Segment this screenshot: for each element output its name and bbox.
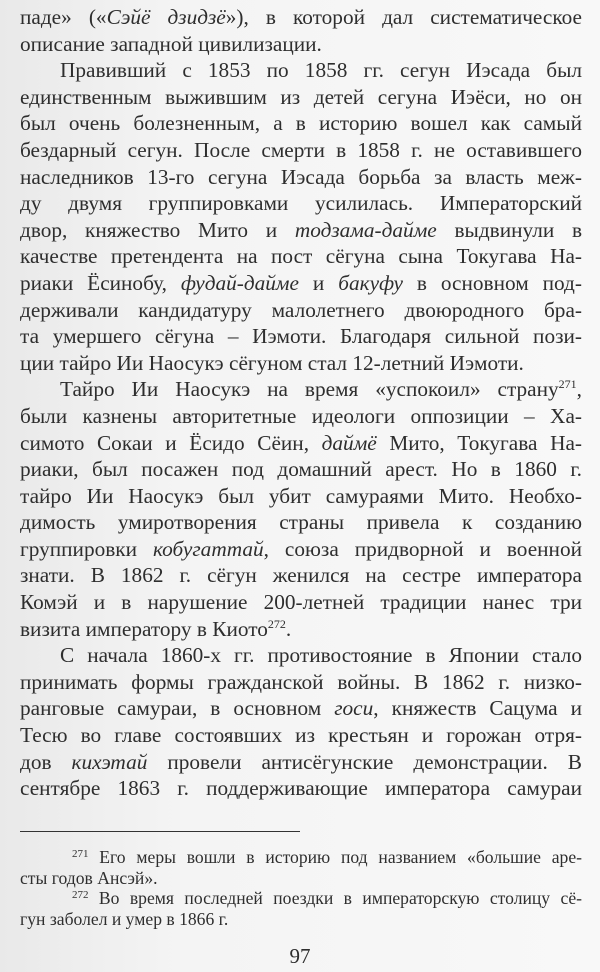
text-segment: Тесю во главе состоявших из крестьян и горожан отря- <box>20 723 582 748</box>
text-line <box>20 297 582 324</box>
text-line <box>20 430 582 457</box>
text-segment: Мито, Токугава На- <box>376 430 582 455</box>
footnote-line <box>20 909 582 930</box>
text-segment: риаки Ёсинобу, <box>20 270 181 295</box>
text-line <box>20 483 582 510</box>
body-text <box>20 4 582 802</box>
text-line <box>20 110 582 137</box>
text-line <box>20 589 582 616</box>
text-segment: был очень болезненным, а в историю вошел как самый <box>20 111 582 136</box>
italic-term: бакуфу <box>338 270 403 295</box>
text-segment: сентябре 1863 г. поддерживающие императора самураи <box>20 776 582 801</box>
text-segment: были казнены авторитетные идеологи оппозиции – Ха- <box>20 403 582 428</box>
text-segment: и <box>298 270 339 295</box>
text-segment: провели антисёгунские демонстрации. В <box>147 749 582 774</box>
text-line <box>20 562 582 589</box>
text-line <box>20 217 582 244</box>
footnote-reference: 271 <box>558 377 577 392</box>
footnote-reference: 272 <box>267 616 286 631</box>
text-line <box>20 243 582 270</box>
text-line <box>20 31 582 58</box>
text-segment: дов <box>20 749 72 774</box>
text-segment: наследников 13-го сегуна Иэсада борьба за власть меж- <box>20 164 582 189</box>
text-line <box>20 749 582 776</box>
italic-term: госи <box>334 696 374 721</box>
text-line <box>20 642 582 669</box>
text-line <box>20 722 582 749</box>
italic-term: кобугаттай <box>152 536 264 561</box>
text-line <box>20 4 582 31</box>
italic-term: тодзама-дайме <box>294 217 437 242</box>
text-line <box>20 376 582 403</box>
text-segment: качестве претендента на пост сёгуна сына Токугава На- <box>20 244 582 269</box>
text-segment: риаки, был посажен под домашний арест. Но в 1860 г. <box>20 457 582 482</box>
text-line <box>20 350 582 377</box>
italic-term: кихэтай <box>71 749 148 774</box>
text-segment: бездарный сегун. После смерти в 1858 г. не оставившего <box>20 137 582 162</box>
text-line <box>20 456 582 483</box>
text-segment: двор, княжество Мито и <box>20 217 295 242</box>
text-line <box>20 616 582 643</box>
text-segment: выдвинули в <box>436 217 582 242</box>
text-segment: в основном под- <box>402 270 582 295</box>
text-line <box>20 509 582 536</box>
text-line <box>20 270 582 297</box>
text-line <box>20 695 582 722</box>
text-segment: »), в которой дал систематическое <box>225 5 582 29</box>
text-segment: ранговые самураи, в основном <box>20 696 335 721</box>
text-line <box>20 775 582 802</box>
text-segment: визита императору в Киото <box>20 616 268 641</box>
text-segment: димость умиротворения страны привела к созданию <box>20 510 582 535</box>
footnotes <box>20 847 582 929</box>
text-segment: . <box>285 616 292 641</box>
text-segment: держивали кандидатуру малолетнего двоюродного бра- <box>20 297 582 322</box>
text-line <box>20 403 582 430</box>
italic-term: фудай-дайме <box>180 270 299 295</box>
text-line <box>20 669 582 696</box>
text-segment: , союза придворной и военной <box>263 536 582 561</box>
text-segment: Во время последней поездки в императорскую столицу сё- <box>88 888 582 908</box>
text-line <box>20 536 582 563</box>
text-line <box>20 190 582 217</box>
text-line <box>20 137 582 164</box>
text-segment: ции тайро Ии Наосукэ сёгуном стал 12-летний Иэмоти. <box>20 350 524 375</box>
text-segment: та умершего сёгуна – Иэмоти. Благодаря сильной пози- <box>20 324 582 349</box>
text-segment: , <box>576 377 582 402</box>
text-segment: знати. В 1862 г. сёгун женился на сестре императора <box>20 563 582 588</box>
text-segment: , княжеств Сацума и <box>373 696 583 721</box>
italic-term: даймё <box>321 430 377 455</box>
text-line <box>20 84 582 111</box>
footnote-reference: 271 <box>72 848 89 860</box>
text-segment: единственным выжившим из детей сегуна Иэёси, но он <box>20 84 582 109</box>
text-line <box>20 57 582 84</box>
text-segment: группировки <box>20 536 153 561</box>
text-segment: описание западной цивилизации. <box>20 31 322 56</box>
text-segment: симото Сокаи и Ёсидо Сёин, <box>20 430 322 455</box>
footnote-line <box>20 847 582 868</box>
page-number: 97 <box>289 944 311 968</box>
text-line <box>20 164 582 191</box>
text-segment: С начала 1860-х гг. противостояние в Японии стало <box>60 643 582 668</box>
text-segment: тайро Ии Наосукэ был убит самураями Мито. Необхо- <box>20 483 582 508</box>
text-line <box>20 323 582 350</box>
text-segment: Правивший с 1853 по 1858 гг. сегун Иэсада был <box>60 58 582 83</box>
footnote-divider <box>20 831 300 832</box>
footnote-line <box>20 888 582 909</box>
footnote-reference: 272 <box>72 889 89 901</box>
text-segment: Тайро Ии Наосукэ на время «успокоил» страну <box>60 377 559 402</box>
text-segment: ду двумя группировками усилилась. Императорский <box>20 191 582 216</box>
italic-term: Сэйё дзидзё <box>106 5 226 29</box>
text-segment: паде» (« <box>20 5 107 29</box>
footnote-line <box>20 868 582 889</box>
text-segment: сты годов Ансэй». <box>20 867 158 888</box>
text-segment: принимать формы гражданской войны. В 1862 г. низко- <box>20 669 582 694</box>
text-segment: Его меры вошли в историю под названием «большие аре- <box>88 847 582 867</box>
text-segment: Комэй и в нарушение 200-летней традиции нанес три <box>20 590 582 615</box>
text-segment: гун заболел и умер в 1866 г. <box>20 908 229 929</box>
